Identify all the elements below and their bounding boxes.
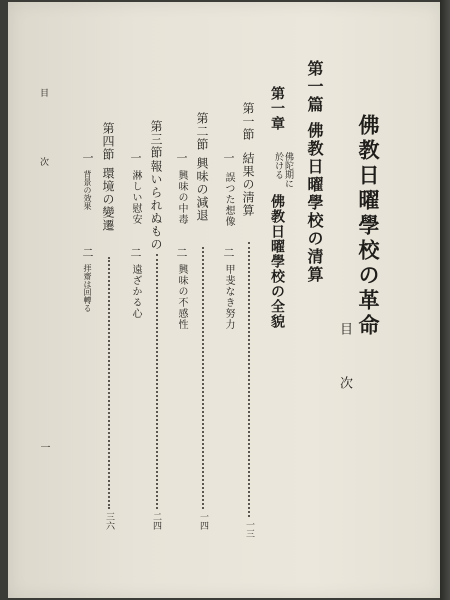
section-3-item-2-title: 遠ざかる心 — [130, 264, 141, 319]
chapter-note-line1: 佛陀期に — [283, 152, 293, 188]
section-1-title: 結果の淸算 — [241, 152, 255, 217]
section-4-title: 環境の變遷 — [101, 167, 115, 232]
toc-heading: 目 次 — [337, 322, 352, 403]
book-title: 佛教日曜學校の革命 — [356, 114, 381, 339]
section-3-page: 二四 — [151, 512, 161, 530]
chapter-label: 第一章 — [269, 86, 285, 131]
book-binding-edge — [440, 0, 450, 600]
section-4-item-2-num: 二 — [81, 247, 94, 258]
section-1-label: 第一節 — [241, 102, 255, 141]
section-2-item-2-num: 二 — [175, 247, 188, 258]
section-2-page: 一四 — [198, 512, 208, 530]
section-1-leader — [248, 242, 250, 517]
section-4-page: 三六 — [104, 512, 114, 530]
running-head: 目 次 — [38, 88, 48, 180]
section-2-title: 興味の減退 — [195, 157, 209, 222]
section-3-item-1-num: 一 — [129, 152, 142, 163]
section-4-item-2-title: 拝齋は回轉る — [83, 264, 92, 312]
section-3-label: 第三節 — [149, 120, 163, 159]
chapter-note — [273, 152, 293, 188]
section-2-label: 第二節 — [195, 112, 209, 151]
chapter-note-line2: 於ける — [273, 152, 283, 179]
section-2-item-2-title: 興味の不感性 — [176, 264, 187, 330]
section-3-item-2-num: 二 — [129, 247, 142, 258]
folio: 一 — [38, 442, 49, 452]
section-2-item-1-num: 一 — [175, 152, 188, 163]
section-1-item-1-title: 誤つた想像 — [223, 172, 234, 227]
section-3-title: 報いられぬもの — [149, 160, 163, 251]
section-1-item-2-num: 二 — [222, 247, 235, 258]
section-1-page: 一三 — [244, 520, 254, 538]
section-4-item-1-num: 一 — [81, 152, 94, 163]
section-4-item-1-title: 背景の效果 — [83, 170, 92, 210]
book-page — [8, 2, 442, 598]
section-2-item-1-title: 興味の中毒 — [176, 170, 187, 225]
section-3-leader — [156, 254, 158, 509]
section-1-item-2-title: 甲斐なき努力 — [223, 264, 234, 330]
section-4-leader — [108, 257, 110, 509]
part-label: 第一篇 — [305, 60, 324, 114]
section-4-label: 第四節 — [101, 122, 115, 161]
chapter-title: 佛教日曜學校の全貌 — [269, 194, 285, 329]
section-3-item-1-title: 淋しい慰安 — [130, 170, 141, 225]
part-title: 佛教日曜學校の清算 — [305, 122, 324, 284]
section-1-item-1-num: 一 — [222, 152, 235, 163]
section-2-leader — [202, 247, 204, 509]
